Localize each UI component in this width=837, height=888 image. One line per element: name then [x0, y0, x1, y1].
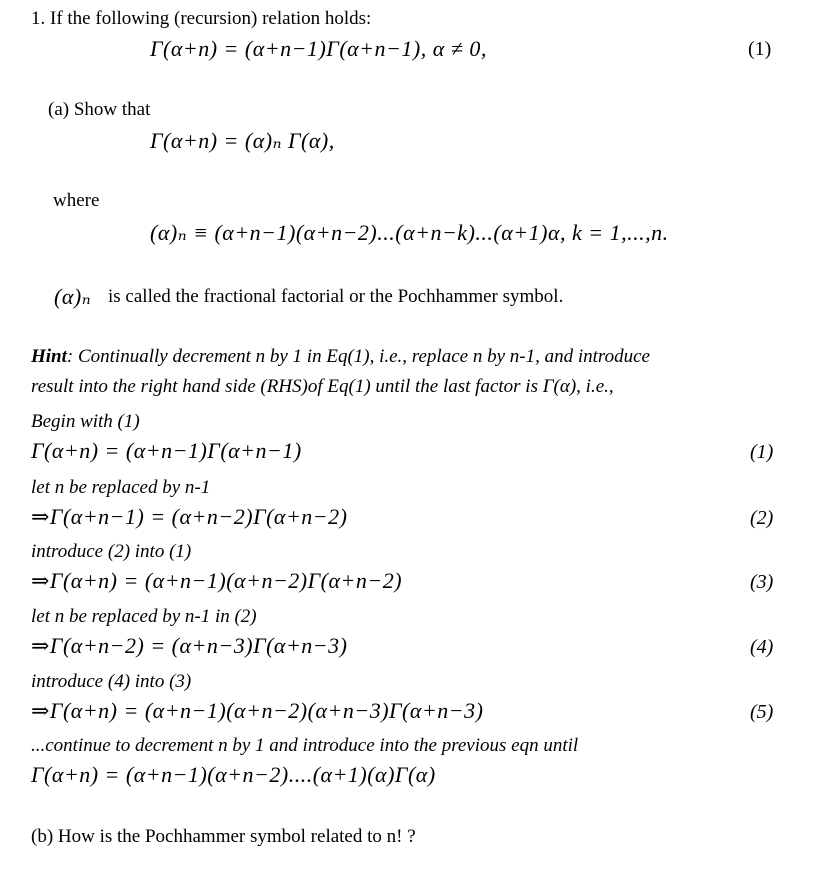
hint-label: Hint [31, 346, 67, 367]
hint-text-1: : Continually decrement n by 1 in Eq(1), i.e., replace n by n-1, and introduce [66, 346, 650, 367]
equation-number-1: (1) [748, 38, 772, 60]
continue-text: ...continue to decrement n by 1 and introduce into the previous eqn until [31, 735, 579, 756]
hint-line-1 [31, 346, 650, 368]
step-5-equation: ⇒Γ(α+n) = (α+n−1)(α+n−2)(α+n−3)Γ(α+n−3) [31, 698, 484, 723]
step-4-equation: ⇒Γ(α+n−2) = (α+n−3)Γ(α+n−3) [31, 633, 348, 658]
step-2-number: (2) [750, 507, 774, 529]
step-2-equation: ⇒Γ(α+n−1) = (α+n−2)Γ(α+n−2) [31, 504, 348, 529]
step-4-label: let n be replaced by n-1 in (2) [31, 606, 257, 627]
step-1-number: (1) [750, 441, 774, 463]
hint-begin: Begin with (1) [31, 411, 140, 432]
step-1-equation: Γ(α+n) = (α+n−1)Γ(α+n−1) [31, 438, 302, 463]
step-2-label: let n be replaced by n-1 [31, 477, 211, 498]
step-5-number: (5) [750, 701, 774, 723]
part-b-question: (b) How is the Pochhammer symbol related to n! ? [31, 826, 416, 847]
final-equation: Γ(α+n) = (α+n−1)(α+n−2)....(α+1)(α)Γ(α) [31, 762, 436, 787]
step-3-label: introduce (2) into (1) [31, 541, 192, 562]
step-4-number: (4) [750, 636, 774, 658]
hint-text-2: result into the right hand side (RHS)of Eq(1) until the last factor is Γ(α), i.e., [31, 376, 614, 397]
part-a-label: (a) Show that [48, 99, 151, 120]
problem-intro: 1. If the following (recursion) relation holds: [31, 8, 372, 29]
where-label: where [53, 190, 100, 211]
step-3-number: (3) [750, 571, 774, 593]
pochhammer-definition: (α)ₙ ≡ (α+n−1)(α+n−2)...(α+n−k)...(α+1)α, k = 1,...,n. [150, 220, 669, 245]
step-3-equation: ⇒Γ(α+n) = (α+n−1)(α+n−2)Γ(α+n−2) [31, 568, 403, 593]
step-5-label: introduce (4) into (3) [31, 671, 192, 692]
pochhammer-symbol: (α)ₙ [54, 284, 92, 309]
equation-a: Γ(α+n) = (α)ₙ Γ(α), [150, 128, 335, 153]
equation-1: Γ(α+n) = (α+n−1)Γ(α+n−1), α ≠ 0, [150, 36, 487, 61]
pochhammer-description: is called the fractional factorial or the Pochhammer symbol. [108, 286, 564, 307]
